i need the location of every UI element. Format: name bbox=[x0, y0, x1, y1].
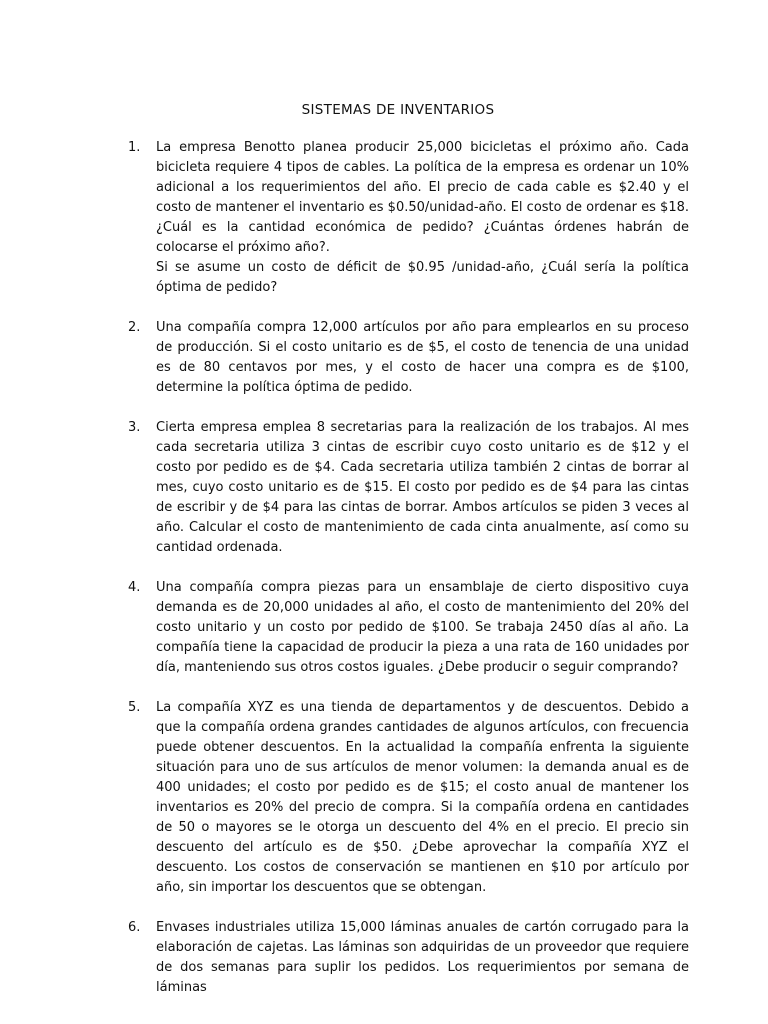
problem-item-2 bbox=[0, 318, 768, 398]
problem-item-5 bbox=[0, 698, 768, 898]
document-title: SISTEMAS DE INVENTARIOS bbox=[301, 102, 495, 119]
problem-item-4 bbox=[0, 578, 768, 678]
problem-text: Si se asume un costo de déficit de $0.95 /unidad-año, ¿Cuál sería la política óptima de pedido? bbox=[156, 260, 689, 295]
problem-text: Cierta empresa emplea 8 secretarias para la realización de los trabajos. Al mes cada secretaria utiliza 3 cintas de escribir cuyo costo unitario es de $12 y el costo por pedido es de $4. Cada secretaria utiliza también 2 cintas de borrar al mes, cuyo costo unitario es de $15. El costo por pedido es de $4 para las cintas de escribir y de $4 para las cintas de borrar. Ambos artículos se piden 3 veces al año. Calcular el costo de mantenimiento de cada cinta anualmente, así como su cantidad ordenada. bbox=[156, 420, 689, 555]
problem-body bbox=[156, 138, 689, 298]
problem-text: Envases industriales utiliza 15,000 láminas anuales de cartón corrugado para la elaboración de cajetas. Las láminas son adquiridas de un proveedor que requiere de dos semanas para suplir los pedidos. Los requerimientos por semana de láminas bbox=[156, 920, 689, 995]
problem-body bbox=[156, 418, 689, 558]
problem-body bbox=[156, 698, 689, 898]
problem-body bbox=[156, 318, 689, 398]
problem-text: La compañía XYZ es una tienda de departamentos y de descuentos. Debido a que la compañía ordena grandes cantidades de algunos artículos, con frecuencia puede obtener descuentos. En la actualidad la compañía enfrenta la siguiente situación para uno de sus artículos de menor volumen: la demanda anual es de 400 unidades; el costo por pedido es de $15; el costo anual de mantener los inventarios es 20% del precio de compra. Si la compañía ordena en cantidades de 50 o mayores se le otorga un descuento del 4% en el precio. El precio sin descuento del artículo es de $50. ¿Debe aprovechar la compañía XYZ el descuento. Los costos de conservación se mantienen en $10 por artículo por año, sin importar los descuentos que se obtengan. bbox=[156, 700, 689, 895]
problem-text: Una compañía compra piezas para un ensamblaje de cierto dispositivo cuya demanda es de 20,000 unidades al año, el costo de mantenimiento del 20% del costo unitario y un costo por pedido de $100. Se trabaja 2450 días al año. La compañía tiene la capacidad de producir la pieza a una rata de 160 unidades por día, manteniendo sus otros costos iguales. ¿Debe producir o seguir comprando? bbox=[156, 580, 689, 675]
problem-item-1 bbox=[0, 138, 768, 298]
problem-body bbox=[156, 918, 689, 998]
problem-body bbox=[156, 578, 689, 678]
problem-text: La empresa Benotto planea producir 25,000 bicicletas el próximo año. Cada bicicleta requiere 4 tipos de cables. La política de la empresa es ordenar un 10% adicional a los requerimientos del año. El precio de cada cable es $2.40 y el costo de mantener el inventario es $0.50/unidad-año. El costo de ordenar es $18. ¿Cuál es la cantidad económica de pedido? ¿Cuántas órdenes habrán de colocarse el próximo año?. bbox=[156, 140, 689, 255]
problem-item-3 bbox=[0, 418, 768, 558]
problem-number: 5. bbox=[128, 700, 141, 715]
problem-text: Una compañía compra 12,000 artículos por año para emplearlos en su proceso de producción. Si el costo unitario es de $5, el costo de tenencia de una unidad es de 80 centavos por mes, y el costo de hacer una compra es de $100, determine la política óptima de pedido. bbox=[156, 320, 689, 395]
problem-number: 3. bbox=[128, 420, 141, 435]
problem-number: 2. bbox=[128, 320, 141, 335]
problem-number: 6. bbox=[128, 920, 141, 935]
problem-list bbox=[0, 138, 768, 1018]
problem-item-6 bbox=[0, 918, 768, 998]
problem-number: 4. bbox=[128, 580, 141, 595]
problem-number: 1. bbox=[128, 140, 141, 155]
